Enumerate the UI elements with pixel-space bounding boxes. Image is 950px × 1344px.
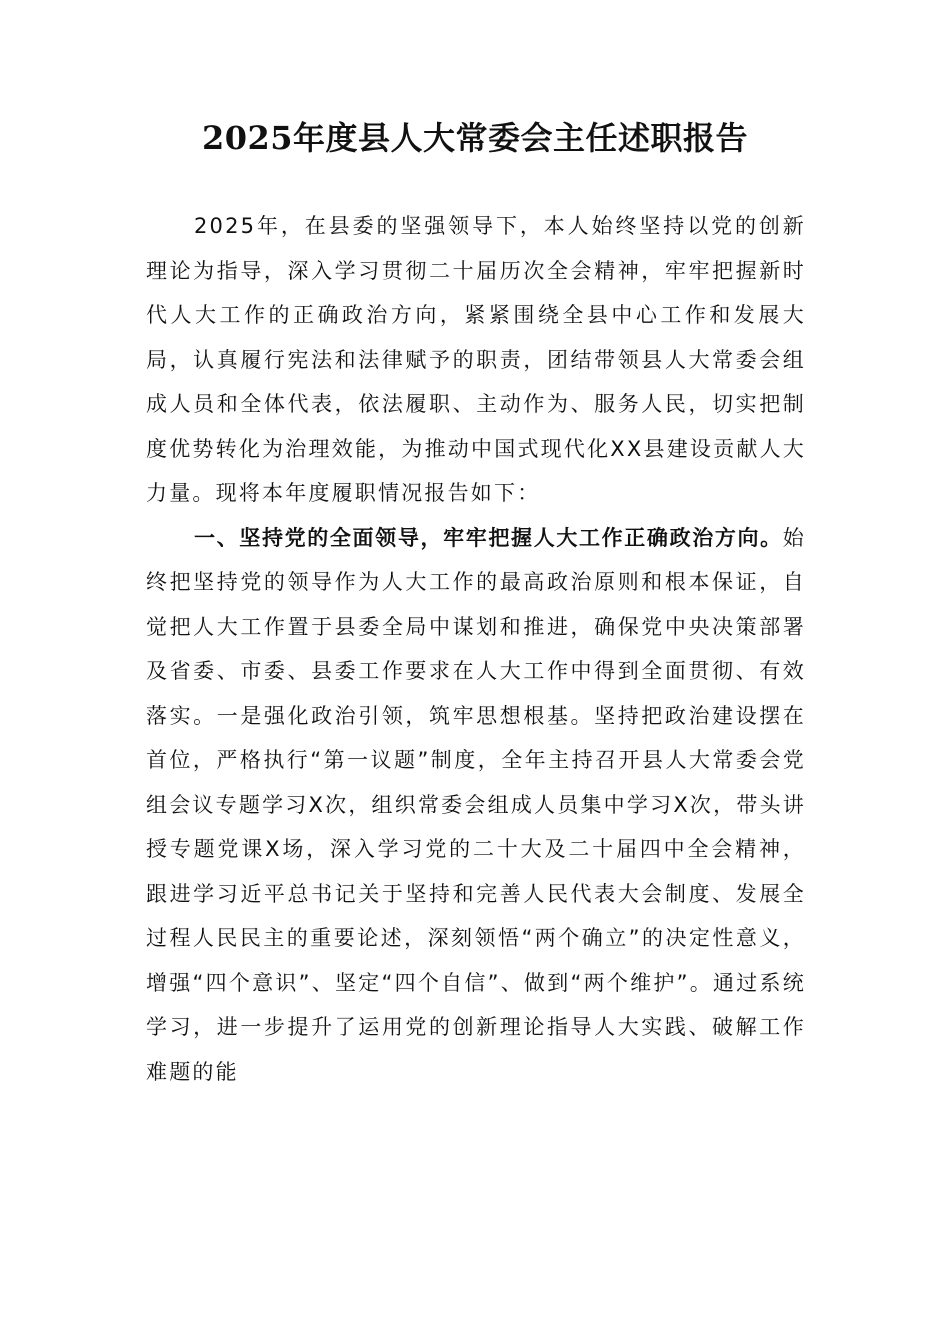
intro-paragraph <box>146 204 806 516</box>
document-title: 2025年度县人大常委会主任述职报告 <box>201 119 749 157</box>
document-body <box>146 204 806 1094</box>
section-one-paragraph <box>146 516 806 1095</box>
section-one-text: 始终把坚持党的领导作为人大工作的最高政治原则和根本保证，自觉把人大工作置于县委全局中谋划和推进，确保党中央决策部署及省委、市委、县委工作要求在人大工作中得到全面贯彻、有效落实。一是强化政治引领，筑牢思想根基。坚持把政治建设摆在首位，严格执行“第一议题”制度，全年主持召开县人大常委会党组会议专题学习X次，组织常委会组成人员集中学习X次，带头讲授专题党课X场，深入学习党的二十大及二十届四中全会精神，跟进学习近平总书记关于坚持和完善人民代表大会制度、发展全过程人民民主的重要论述，深刻领悟“两个确立”的决定性意义，增强“四个意识”、坚定“四个自信”、做到“两个维护”。通过系统学习，进一步提升了运用党的创新理论指导人大实践、破解工作难题的能 <box>146 525 806 1084</box>
intro-paragraph-text: 2025年，在县委的坚强领导下，本人始终坚持以党的创新理论为指导，深入学习贯彻二十届历次全会精神，牢牢把握新时代人大工作的正确政治方向，紧紧围绕全县中心工作和发展大局，认真履行宪法和法律赋予的职责，团结带领县人大常委会组成人员和全体代表，依法履职、主动作为、服务人民，切实把制度优势转化为治理效能，为推动中国式现代化XX县建设贡献人大力量。现将本年度履职情况报告如下： <box>146 214 806 505</box>
section-one-heading: 一、坚持党的全面领导，牢牢把握人大工作正确政治方向。 <box>194 525 783 550</box>
